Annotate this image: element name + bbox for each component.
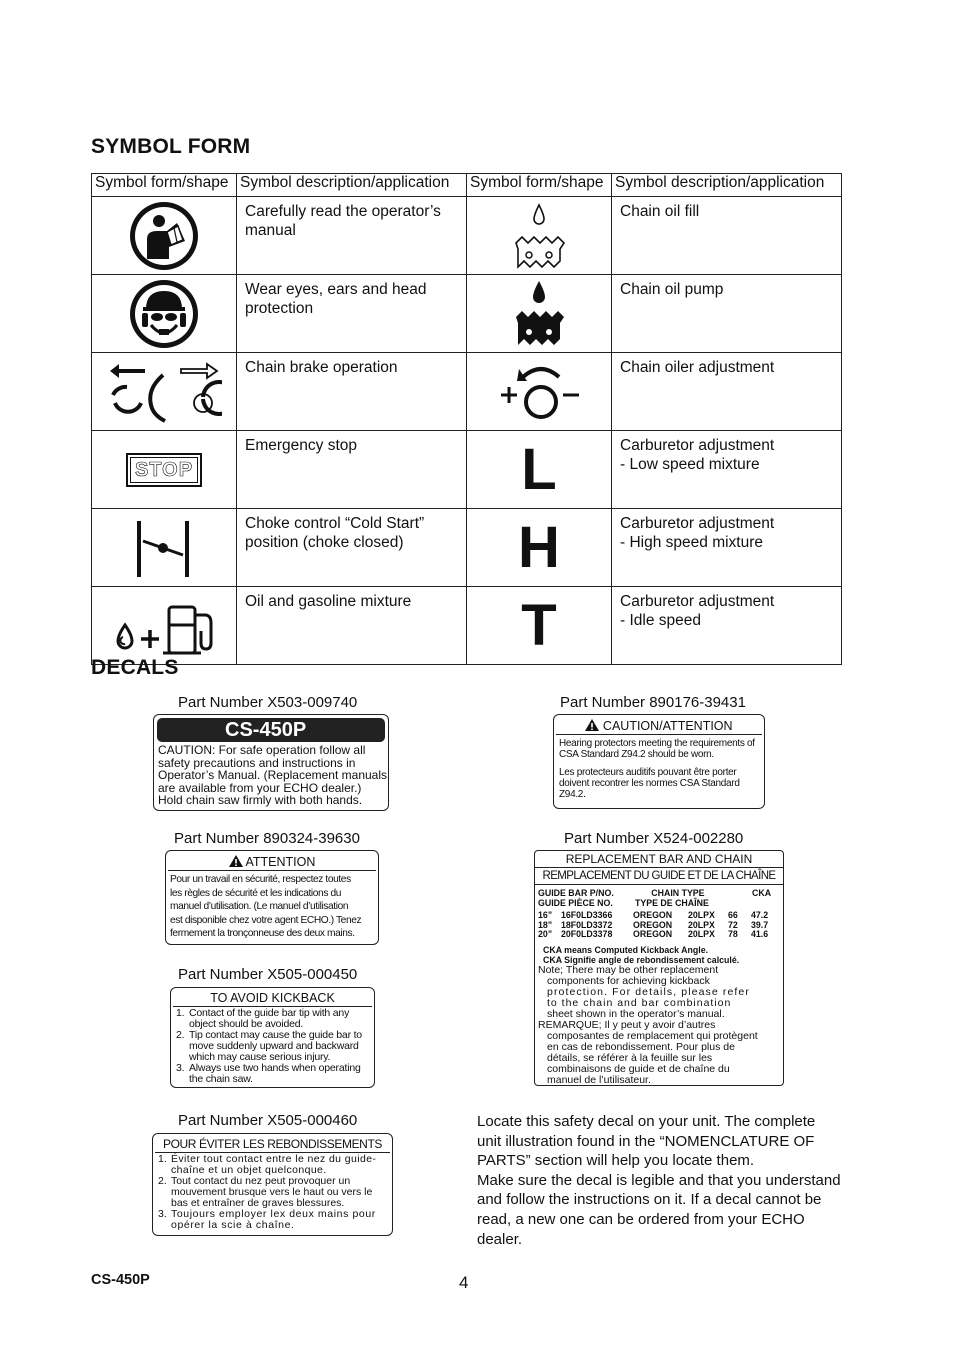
decal-line: manuel d’utilisation. (Le manuel d’utilisation [170,901,349,912]
list-number: 3. [176,1062,185,1074]
decal-line: Note; There may be other replacement [538,964,719,977]
chain-oil-fill-icon [504,201,574,271]
symbol-desc: Chain oil pump [612,275,842,353]
warning-triangle-icon [229,855,243,867]
symbol-row [92,275,842,353]
decal-model-banner: CS-450P [157,718,385,742]
part-number-label: Part Number 890176-39431 [560,694,746,711]
oil-gas-mixture-icon-cell [92,587,237,665]
list-text: Tip contact may cause the guide bar to move suddenly upward and backward which may cause serious injury. [189,1029,362,1063]
list-item [155,1209,388,1231]
decal-line: Operator’s Manual. (Replacement manuals [158,768,388,783]
symbol-table-header [92,174,842,197]
letter-t-icon: T [521,592,557,658]
decal-line: are available from your ECHO dealer.) [158,780,362,795]
decal-line: manuel de l’utilisateur. [547,1074,651,1087]
list-text: Always use two hands when operating the chain saw. [189,1062,361,1085]
oiler-adjustment-icon-cell [467,353,612,431]
decal-title: ATTENTION [245,855,316,869]
oiler-adjustment-icon [489,359,589,425]
cka-en: CKA means Computed Kickback Angle. [543,945,709,955]
part-number-label: Part Number X505-000450 [178,966,358,983]
decal-line: est disponible chez votre agent ECHO.) Tenez [170,914,362,926]
decal-caution-text [154,742,388,807]
decal-title: POUR ÉVITER LES REBONDISSEMENTS [155,1134,390,1153]
paragraph-legible: Make sure the decal is legible and that you understand and follow the instructions on it. If a decal cannot be read, a new one can be ordered from your ECHO dealer. [477,1171,841,1248]
list-item [155,1176,388,1209]
symbol-desc: Carburetor adjustment - Low speed mixture [612,431,842,509]
cell-cka: 47.2 [751,910,769,920]
cell-cka: 39.7 [751,919,769,930]
cell-brand: OREGON [633,929,673,939]
cell-num: 66 [728,910,738,920]
choke-icon-cell [92,509,237,587]
chain-brake-icon [107,359,222,425]
decal-text-en: Hearing protectors meeting the requirements of CSA Standard Z94.2 should be worn. [559,738,755,760]
oil-gas-mixture-icon [107,593,222,659]
symbol-row [92,353,842,431]
col-header-bar-fr: GUIDE PIÈCE NO. [538,897,613,908]
part-number-label: Part Number X505-000460 [178,1112,358,1129]
cell-type: 20LPX [688,919,715,930]
cell-length: 18” [538,919,553,930]
list-text: Contact of the guide bar tip with any object should be avoided. [189,1007,350,1030]
header-symbol-form-1: Symbol form/shape [92,174,237,197]
letter-h-icon: H [518,514,560,580]
decals-heading: DECALS [91,656,179,679]
decal-line: Pour un travail en sécurité, respectez toutes [170,874,351,885]
cell-brand: OREGON [633,919,673,930]
stop-icon [126,453,202,487]
cell-bar: 18F0LD3372 [561,919,613,930]
list-item [155,1154,388,1176]
page-number: 4 [459,1273,469,1292]
symbol-row [92,509,842,587]
table-row [538,930,778,940]
symbol-desc: Choke control “Cold Start” position (choke closed) [237,509,467,587]
list-number: 2. [158,1175,167,1187]
list-number: 3. [158,1208,167,1220]
decal-instructions [477,1112,842,1249]
col-header-chain [635,889,709,908]
symbol-desc: Oil and gasoline mixture [237,587,467,665]
decal-title-row [556,715,762,735]
symbol-desc: Carburetor adjustment - High speed mixture [612,509,842,587]
chain-brake-icon-cell [92,353,237,431]
decal-890176-39431 [553,714,765,809]
col-header-chain-en: CHAIN TYPE [651,888,705,898]
decal-line: REMARQUE; Il y peut y avoir d’autres [538,1019,716,1032]
stop-icon-cell [92,431,237,509]
part-number-label: Part Number X524-002280 [564,830,744,847]
cell-length: 16” [538,910,553,920]
list-text: Tout contact du nez peut provoquer un mouvement brusque vers le haut ou vers le bas et entraîner de graves blessures. [171,1175,373,1209]
part-number-label: Part Number 890324-39630 [174,830,360,847]
protection-icon-cell [92,275,237,353]
paragraph-locate: Locate this safety decal on your unit. The complete unit illustration found in the “NOMENCLATURE OF PARTS” section will help you locate them. [477,1113,816,1170]
decal-line: safety precautions and instructions in [158,755,356,770]
decal-x505-000450 [170,987,375,1088]
symbol-row [92,197,842,275]
symbol-desc: Wear eyes, ears and head protection [237,275,467,353]
decal-list [171,1007,374,1085]
decal-title-1: REPLACEMENT BAR AND CHAIN [535,851,783,868]
symbol-table [91,173,842,665]
cka-fr: CKA Signifie angle de rebondissement calculé. [543,955,740,966]
decal-line: components for achieving kickback [547,975,710,988]
decal-line: sheet shown in the operator’s manual. [547,1008,725,1021]
symbol-row [92,587,842,665]
decal-list [153,1153,392,1231]
list-text: Éviter tout contact entre le nez du guide-chaîne et un objet quelconque. [171,1153,377,1176]
col-header-cka: CKA [752,888,772,898]
list-number: 1. [158,1153,167,1165]
cell-num: 72 [728,919,738,930]
decal-x505-000460 [152,1133,393,1236]
col-header-bar-en: GUIDE BAR P/NO. [538,888,614,898]
decal-line: to the chain and bar combination [547,997,732,1010]
chain-oil-pump-icon-cell [467,275,612,353]
symbol-desc: Chain oiler adjustment [612,353,842,431]
symbol-desc: Carburetor adjustment - Idle speed [612,587,842,665]
decal-note [535,965,783,1086]
bar-chain-table [535,885,783,945]
cell-length: 20” [538,929,553,939]
cell-type: 20LPX [688,910,715,920]
decal-title-2: REMPLACEMENT DU GUIDE ET DE LA CHAÎNE [535,868,783,885]
cell-num: 78 [728,929,738,939]
decal-line: CAUTION: For safe operation follow all [158,743,366,757]
letter-t-icon-cell [467,587,612,665]
chain-oil-fill-icon-cell [467,197,612,275]
part-number-label: Part Number X503-009740 [178,694,358,711]
decal-line: combinaisons de guide et de chaîne du [547,1063,730,1076]
cell-bar: 16F0LD3366 [561,910,613,920]
cell-bar: 20F0LD3378 [561,929,613,939]
decal-x503-009740 [153,714,389,811]
read-manual-icon-cell [92,197,237,275]
stop-icon-text: STOP [130,457,198,483]
choke-icon [129,515,199,581]
decal-text-fr: Les protecteurs auditifs pouvant être porter doivent recontrer les normes CSA Standard Z94.2. [559,767,740,800]
col-header-chain-fr: TYPE DE CHAÎNE [635,897,709,908]
warning-triangle-icon [585,719,599,731]
decal-title-row [168,851,376,871]
decal-line: les règles de sécurité et les indications du [170,887,341,899]
header-symbol-form-2: Symbol form/shape [467,174,612,197]
decal-line: fermement la tronçonneuse des deux mains. [170,928,355,939]
header-symbol-desc-1: Symbol description/application [237,174,467,197]
cell-brand: OREGON [633,910,673,920]
list-item [173,1063,372,1085]
eye-ear-head-protection-icon [129,279,199,349]
header-symbol-desc-2: Symbol description/application [612,174,842,197]
decal-x524-002280 [534,850,784,1086]
list-number: 1. [176,1007,185,1019]
cka-notes [535,945,783,965]
symbol-desc: Emergency stop [237,431,467,509]
letter-l-icon-cell [467,431,612,509]
letter-h-icon-cell [467,509,612,587]
decal-890324-39630 [165,850,379,945]
letter-l-icon: L [521,436,557,502]
decal-line: protection. For details, please refer [547,986,750,999]
decal-line: en cas de rebondissement. Pour plus de [547,1041,735,1054]
decal-line: composantes de remplacement qui protègent [547,1030,758,1043]
symbol-form-heading: SYMBOL FORM [91,135,251,158]
decal-line: Hold chain saw firmly with both hands. [158,793,363,808]
symbol-desc: Carefully read the operator’s manual [237,197,467,275]
decal-title: TO AVOID KICKBACK [173,988,372,1007]
symbol-desc: Chain oil fill [612,197,842,275]
cell-cka: 41.6 [751,929,769,939]
decal-title: CAUTION/ATTENTION [602,719,733,733]
symbol-desc: Chain brake operation [237,353,467,431]
footer-model: CS-450P [91,1272,150,1288]
list-item [173,1030,372,1063]
list-item [173,1008,372,1030]
decal-text-fr [166,871,378,941]
list-text: Toujours employer lex deux mains pour opérer la scie à chaîne. [171,1208,376,1231]
chain-oil-pump-icon [504,279,574,349]
cell-type: 20LPX [688,929,715,939]
symbol-row [92,431,842,509]
decal-line: détails, se référer à la feuille sur les [547,1052,713,1065]
list-number: 2. [176,1029,185,1041]
col-header-bar [538,889,614,908]
read-manual-icon [129,201,199,271]
